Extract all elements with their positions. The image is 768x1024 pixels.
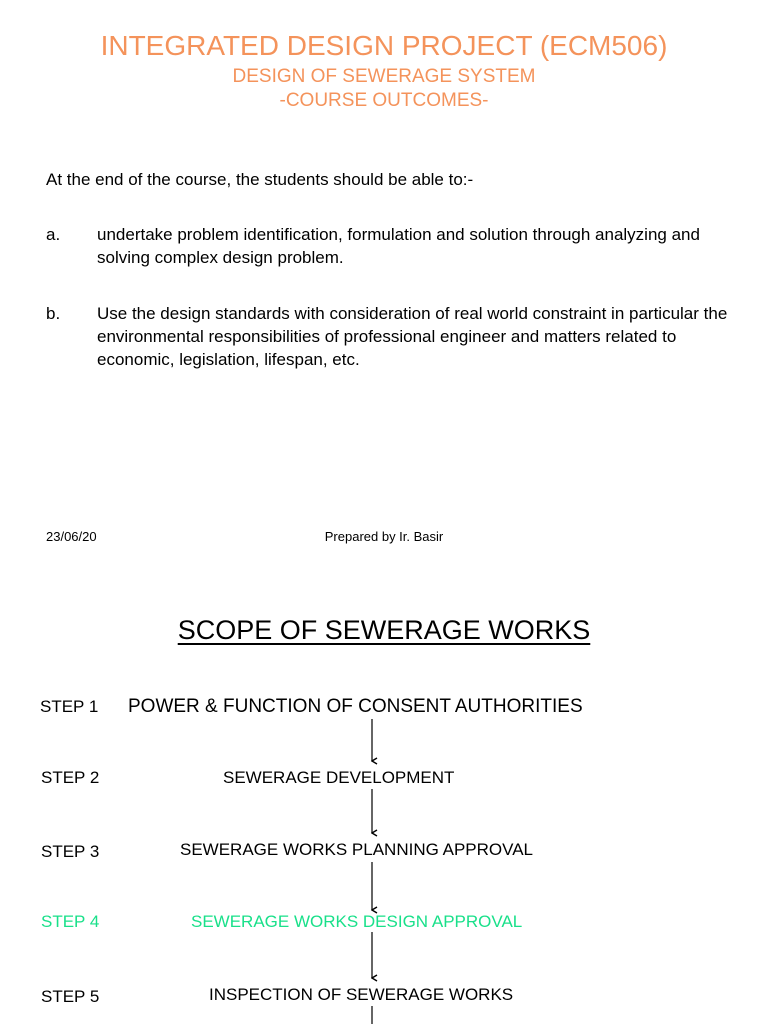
scope-title: SCOPE OF SEWERAGE WORKS (177, 615, 591, 645)
document-title: INTEGRATED DESIGN PROJECT (ECM506) (100, 30, 668, 61)
step-text: POWER & FUNCTION OF CONSENT AUTHORITIES (128, 696, 583, 717)
step-label: STEP 2 (41, 768, 100, 787)
subtitle-line-2: -COURSE OUTCOMES- (279, 90, 489, 111)
outcome-text: undertake problem identification, formulation and solution through analyzing and solving complex design problem. (97, 225, 700, 267)
step-label: STEP 5 (41, 987, 100, 1006)
step-text: SEWERAGE DEVELOPMENT (223, 768, 455, 787)
document-subtitle (0, 65, 768, 113)
intro-text: At the end of the course, the students should be able to:- (46, 170, 474, 189)
step-text: INSPECTION OF SEWERAGE WORKS (209, 985, 514, 1004)
footer-date: 23/06/20 (46, 529, 97, 544)
subtitle-line-1: DESIGN OF SEWERAGE SYSTEM (232, 66, 536, 87)
outcome-letter: a. (46, 225, 61, 244)
step-text: SEWERAGE WORKS PLANNING APPROVAL (180, 840, 533, 859)
step-label: STEP 1 (40, 697, 99, 716)
step-text: SEWERAGE WORKS DESIGN APPROVAL (191, 912, 523, 931)
outcome-text: Use the design standards with consideration of real world constraint in particular the environmental responsibilities of professional engineer and matters related to economic, legislation, lifespan, etc. (97, 304, 728, 369)
step-label: STEP 3 (41, 842, 100, 861)
footer-author: Prepared by Ir. Basir (324, 529, 444, 544)
step-label: STEP 4 (41, 912, 100, 931)
outcome-letter: b. (46, 304, 61, 323)
